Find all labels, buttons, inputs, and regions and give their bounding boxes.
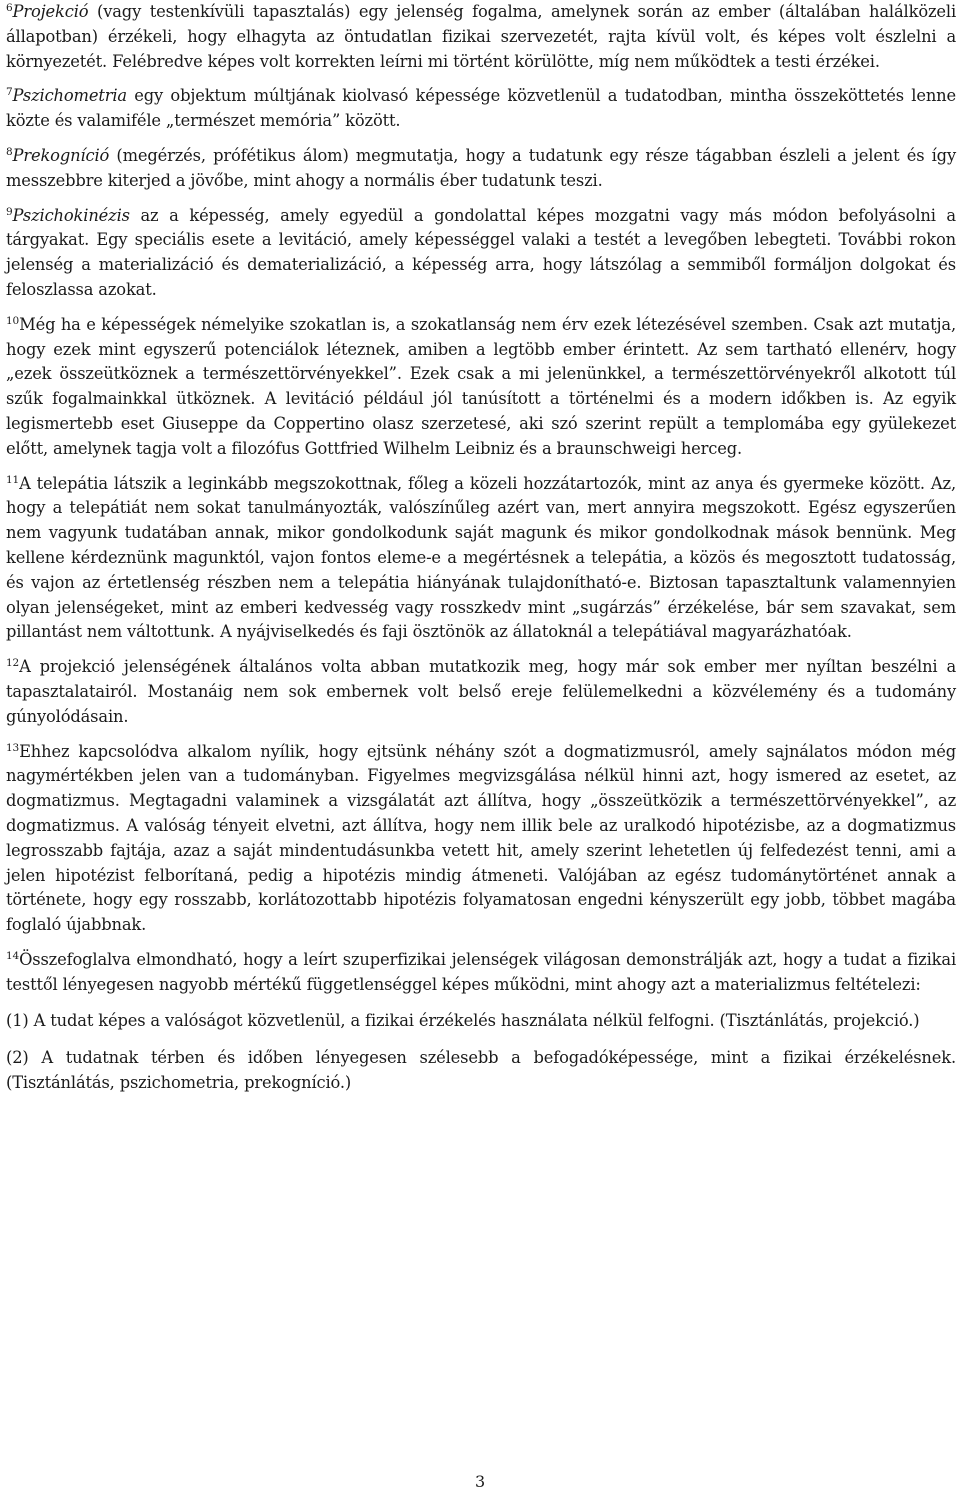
footnote-number: 9 — [6, 205, 13, 218]
footnote-12 — [6, 655, 956, 729]
footnote-number: 14 — [6, 949, 20, 962]
footnote-text: Ehhez kapcsolódva alkalom nyílik, hogy ejtsünk néhány szót a dogmatizmusról, amely sajnálatos módon még nagymértékben jelen van a tudományban. Figyelmes megvizsgálása nélkül hinni azt, hogy ismered az esetet, az dogmatizmus. Megtagadni valaminek a vizsgálatát azt állítva, hogy „összeütközik a természettörvényekkel”, az dogmatizmus. A valóság tényeit elvetni, azt állítva, hogy nem illik bele az uralkodó hipotézisbe, az a dogmatizmus legrosszabb fajtája, azaz a saját mindentudásunkba vetett hit, amely szerint lehetetlen új felfedezést tenni, ami a jelen hipotézist felborítaná, pedig a hipotézis mindig átmeneti. Valójában az egész tudománytörténet annak a története, hogy egy rosszabb, korlátozottabb hipotézis folyamatosan engedni kényszerült egy jobb, többet magába foglaló újabbnak. — [6, 741, 956, 935]
footnote-text: az a képesség, amely egyedül a gondolattal képes mozgatni vagy más módon befolyásolni a tárgyakat. Egy speciális esete a levitáció, amely képességgel valaki a testét a levegőben lebegteti. További rokon jelenség a materializáció és dematerializáció, a képesség arra, hogy látszólag a semmiből formáljon dolgokat és feloszlassa azokat. — [6, 205, 956, 299]
footnote-number: 12 — [6, 657, 20, 670]
footnote-term: Pszichometria — [12, 86, 127, 106]
footnote-8 — [6, 144, 956, 194]
footnote-term: Prekogníció — [12, 145, 110, 165]
footnote-number: 13 — [6, 741, 20, 754]
footnote-6 — [6, 0, 956, 74]
footnote-10 — [6, 313, 956, 462]
footnote-number: 8 — [6, 145, 13, 158]
footnote-number: 7 — [6, 86, 13, 99]
footnote-term: Projekció — [12, 2, 89, 21]
footnote-text: A projekció jelenségének általános volta abban mutatkozik meg, hogy már sok ember mer nyíltan beszélni a tapasztalatairól. Mostanáig nem sok embernek volt belső ereje felülemelkedni a közvélemény és a tudomány gúnyolódásain. — [6, 657, 956, 726]
footnote-text: A telepátia látszik a leginkább megszokottnak, főleg a közeli hozzátartozók, mint az anya és gyermeke között. Az, hogy a telepátiát nem sokat tanulmányozták, valószínűleg azért van, mert annyira megszokott. Egész egyszerűen nem vagyunk tudatában annak, mikor gondolkodunk saját magunk és mikor gondolkodnak mások bennünk. Meg kellene kérdeznünk magunktól, vajon fontos eleme-e a megértésnek a telepátia, a közös és megosztott tudatosság, és vajon az értetlenség részben nem a telepátia hiányának tulajdonítható-e. Biztosan tapasztaltunk valamennyien olyan jelenségeket, mint az emberi kedvesség vagy rosszkedv mint „sugárzás” érzékelése, bár sem szavakat, sem pillantást nem váltottunk. A nyájviselkedés és faji ösztönök az állatoknál a telepátiával magyarázhatóak. — [6, 473, 956, 642]
footnote-13 — [6, 740, 956, 938]
footnote-text: Összefoglalva elmondható, hogy a leírt szuperfizikai jelenségek világosan demonstrálják azt, hogy a tudat a fizikai testtől lényegesen nagyobb mértékű függetlenséggel képes működni, mint ahogy azt a materializmus feltételezi: — [6, 949, 956, 994]
page-number: 3 — [474, 1472, 486, 1491]
footnote-number: 11 — [6, 473, 20, 486]
list-item: (2) A tudatnak térben és időben lényegesen szélesebb a befogadóképessége, mint a fizikai érzékelésnek. (Tisztánlátás, pszichometria, prekogníció.) — [6, 1048, 956, 1093]
footnote-7 — [6, 84, 956, 134]
footnote-11 — [6, 472, 956, 646]
footnote-text: (vagy testenkívüli tapasztalás) egy jelenség fogalma, amelynek során az ember (általában halálközeli állapotban) érzékeli, hogy elhagyta az öntudatlan fizikai szervezetét, rajta kívül volt, és képes volt észlelni a környezetét. Felébredve képes volt korrekten leírni mi történt körülötte, míg nem működtek a testi érzékei. — [6, 2, 956, 71]
footnote-text: (megérzés, prófétikus álom) megmutatja, hogy a tudatunk egy része tágabban észleli a jelent és így messzebbre kiterjed a jövőbe, mint ahogy a normális éber tudatunk teszi. — [6, 145, 956, 190]
footnote-term: Pszichokinézis — [12, 205, 130, 225]
footnote-number: 10 — [6, 314, 20, 327]
footnote-9 — [6, 204, 956, 303]
footnote-text: Még ha e képességek némelyike szokatlan is, a szokatlanság nem érv ezek létezésével szemben. Csak azt mutatja, hogy ezek mint egyszerű potenciálok léteznek, amiben a legtöbb ember érintett. Az sem tartható ellenérv, hogy „ezek összeütköznek a természettörvényekkel”. Ezek csak a mi jelenünkkel, a természettörvényekről alkotott túl szűk fogalmainkkal ütköznek. A levitáció például jól tanúsított a történelmi és a modern időkben is. Az egyik legismertebb eset Giuseppe da Coppertino olasz szerzetesé, aki szó szerint repült a templomába egy gyülekezet előtt, amelynek tagja volt a filozófus Gottfried Wilhelm Leibniz és a braunschweigi herceg. — [6, 314, 956, 458]
list-item: (1) A tudat képes a valóságot közvetlenül, a fizikai érzékelés használata nélkül felfogni. (Tisztánlátás, projekció.) — [6, 1011, 920, 1031]
footnote-number: 6 — [6, 2, 13, 14]
footnote-14 — [6, 948, 956, 998]
footnote-text: egy objektum múltjának kiolvasó képessége közvetlenül a tudatodban, mintha összeköttetés lenne közte és valamiféle „természet memória” között. — [6, 86, 956, 131]
